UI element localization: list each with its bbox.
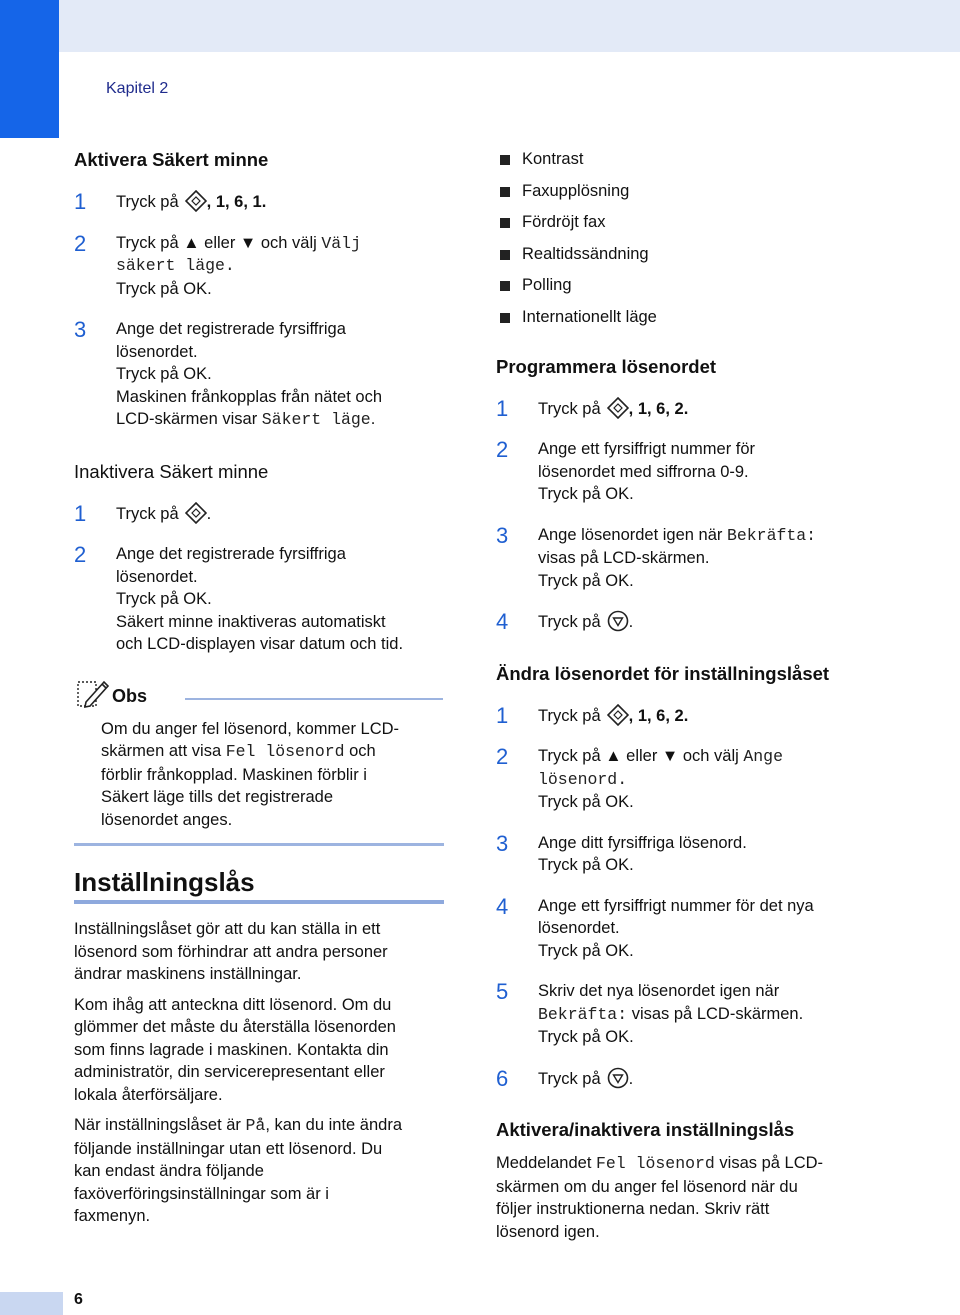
program-step-2: 2 Ange ett fyrsiffrigt nummer för lösenordet med siffrorna 0-9. Tryck på OK. xyxy=(496,437,756,504)
menu-key-icon xyxy=(607,397,629,419)
step-number: 2 xyxy=(74,230,87,256)
footer-blue-tab xyxy=(0,1292,63,1315)
step-number: 2 xyxy=(74,542,87,567)
deactivate-step-1: 1 Tryck på . xyxy=(74,500,212,526)
change-step-1: 1 Tryck på , 1, 6, 2. xyxy=(496,702,689,728)
change-step-5: 5 Skriv det nya lösenordet igen när Bekräfta: visas på LCD-skärmen. Tryck på OK. xyxy=(496,979,804,1047)
program-step-4: 4 Tryck på . xyxy=(496,609,634,635)
note-title: Obs xyxy=(112,685,148,706)
left-column xyxy=(74,148,444,1228)
section-rule xyxy=(74,900,444,904)
right-column xyxy=(496,148,916,1243)
fax-settings-list xyxy=(496,148,916,328)
program-step-1: 1 Tryck på , 1, 6, 2. xyxy=(496,395,689,421)
setting-lock-title: Inställningslås xyxy=(74,867,255,897)
bullet-square-icon xyxy=(500,250,510,260)
change-step-4: 4 Ange ett fyrsiffrigt nummer för det nya lösenordet. Tryck på OK. xyxy=(496,893,814,960)
activate-step-2: 2 Tryck på ▲ eller ▼ och välj Välj säkert läge. Tryck på OK. xyxy=(74,230,361,298)
setting-lock-paragraph-2: Kom ihåg att anteckna ditt lösenord. Om du glömmer det måste du återställa lösenorden som finns lagrade i maskinen. Kontakta din administratör, din servicerepresentant eller lokala återförsäljare. xyxy=(74,995,396,1104)
step-number: 1 xyxy=(74,189,87,214)
step-number: 4 xyxy=(496,893,509,919)
bullet-square-icon xyxy=(500,218,510,228)
header-band xyxy=(59,0,960,52)
note-body: Om du anger fel lösenord, kommer LCD- skärmen att visa Fel lösenord och förblir frånkopplad. Maskinen förblir i Säkert läge tills det registrerade lösenordet anges. xyxy=(101,719,400,829)
step-number: 2 xyxy=(496,744,509,770)
step-number: 3 xyxy=(74,317,87,342)
step-number: 3 xyxy=(496,522,509,548)
deactivate-step-2: 2 Ange det registrerade fyrsiffriga lösenordet. Tryck på OK. Säkert minne inaktiveras automatiskt och LCD-displayen visar datum och tid. xyxy=(74,542,404,653)
change-step-2: 2 Tryck på ▲ eller ▼ och välj Ange lösenord. Tryck på OK. xyxy=(496,744,783,812)
stop-exit-key-icon xyxy=(607,610,629,632)
activate-step-3: 3 Ange det registrerade fyrsiffriga lösenordet. Tryck på OK. Maskinen frånkopplas från nätet och LCD-skärmen visar Säkert läge. xyxy=(74,317,382,429)
deactivate-title: Inaktivera Säkert minne xyxy=(74,460,269,482)
list-item: Realtidssändning xyxy=(496,243,916,265)
menu-key-icon xyxy=(185,190,207,212)
note-pencil-icon xyxy=(74,678,110,710)
setting-lock-paragraph-3: När inställningslåset är På, kan du inte ändra följande inställningar utan ett lösenord. Du kan endast ändra följande faxöverföringsinställningar som är i faxmenyn. xyxy=(74,1116,402,1225)
setting-lock-paragraph-1: Inställningslåset gör att du kan ställa in ett lösenord som förhindrar att andra personer ändrar maskinens inställningar. xyxy=(74,920,388,983)
step-number: 4 xyxy=(496,609,509,635)
step-number: 6 xyxy=(496,1065,509,1091)
stop-exit-key-icon xyxy=(607,1067,629,1089)
step-number: 5 xyxy=(496,979,509,1005)
header-blue-tab xyxy=(0,0,59,138)
step-number: 2 xyxy=(496,437,509,463)
change-step-6: 6 Tryck på . xyxy=(496,1065,634,1091)
activate-step-1: 1 Tryck på , 1, 6, 1. xyxy=(74,189,267,214)
bullet-square-icon xyxy=(500,187,510,197)
list-item: Kontrast xyxy=(496,148,916,170)
toggle-lock-title: Aktivera/inaktivera inställningslås xyxy=(496,1119,795,1141)
toggle-lock-paragraph: Meddelandet Fel lösenord visas på LCD- skärmen om du anger fel lösenord när du följer instruktionerna nedan. Skriv rätt lösenord igen. xyxy=(496,1154,824,1241)
menu-key-icon xyxy=(185,502,207,524)
step-number: 1 xyxy=(74,500,87,526)
step-number: 3 xyxy=(496,830,509,856)
list-item: Fördröjt fax xyxy=(496,211,916,233)
bullet-square-icon xyxy=(500,155,510,165)
list-item: Polling xyxy=(496,274,916,296)
note-header xyxy=(74,678,444,712)
note-bottom-rule xyxy=(74,843,444,846)
list-item: Faxupplösning xyxy=(496,180,916,202)
note-box xyxy=(74,678,444,847)
program-step-3: 3 Ange lösenordet igen när Bekräfta: visas på LCD-skärmen. Tryck på OK. xyxy=(496,522,817,590)
page-number: 6 xyxy=(74,1291,83,1308)
note-divider xyxy=(185,698,443,700)
step-number: 1 xyxy=(496,395,509,421)
program-password-title: Programmera lösenordet xyxy=(496,355,717,377)
list-item: Internationellt läge xyxy=(496,306,916,328)
bullet-square-icon xyxy=(500,281,510,291)
menu-key-icon xyxy=(607,704,629,726)
change-password-title: Ändra lösenordet för inställningslåset xyxy=(496,662,830,684)
step-number: 1 xyxy=(496,702,509,728)
activate-title: Aktivera Säkert minne xyxy=(74,149,269,170)
change-step-3: 3 Ange ditt fyrsiffriga lösenord. Tryck på OK. xyxy=(496,830,747,875)
bullet-square-icon xyxy=(500,313,510,323)
chapter-label: Kapitel 2 xyxy=(106,80,169,97)
